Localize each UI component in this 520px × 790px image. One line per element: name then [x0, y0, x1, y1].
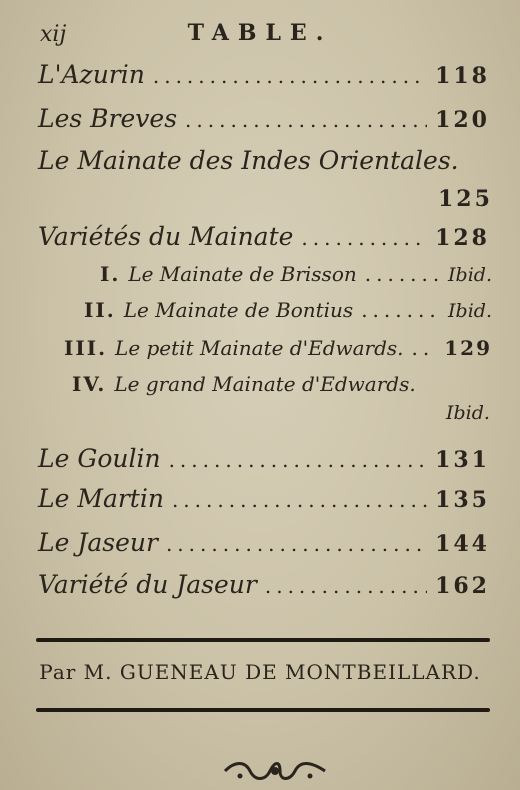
entry-title: Les Breves: [38, 104, 178, 133]
fleuron-ornament-icon: [220, 756, 330, 786]
entry-title: Variétés du Mainate: [38, 222, 294, 251]
running-head: TABLE.: [187, 20, 333, 46]
entry-title: L'Azurin: [38, 60, 145, 89]
toc-entry: [38, 528, 490, 557]
dot-leader: [365, 262, 440, 286]
toc-subentry: [84, 298, 492, 322]
dot-leader: [169, 448, 428, 472]
entry-title: Le grand Mainate d'Edwards.: [114, 372, 416, 396]
toc-entry: [38, 104, 490, 133]
entry-page: 135: [435, 487, 490, 513]
page-number: xij: [40, 22, 67, 47]
entry-page: Ibid.: [448, 300, 492, 322]
toc-subentry: [64, 336, 492, 360]
entry-title: Le Mainate de Brisson: [128, 262, 357, 286]
entry-page: 125: [438, 186, 493, 212]
entry-title: Le Martin: [38, 484, 164, 513]
toc-entry: [38, 222, 490, 251]
dot-leader: [412, 336, 437, 360]
toc-entry: [38, 444, 490, 473]
dot-leader: [153, 64, 427, 88]
dot-leader: [265, 574, 427, 598]
dot-leader: [301, 226, 427, 250]
roman-numeral: II.: [84, 298, 116, 322]
toc-entry: [38, 146, 490, 175]
toc-entry: [38, 60, 490, 89]
entry-page: 144: [435, 531, 490, 557]
roman-numeral: IV.: [72, 372, 107, 396]
entry-page: 118: [435, 63, 490, 89]
entry-title: Le Mainate de Bontius: [123, 298, 354, 322]
entry-page: 129: [444, 336, 492, 360]
toc-entry: [38, 484, 490, 513]
entry-page: 131: [435, 447, 490, 473]
dot-leader: [172, 488, 427, 512]
author-byline: Par M. GUENEAU DE MONTBEILLARD.: [39, 660, 481, 684]
toc-subentry: [72, 372, 492, 396]
entry-title: Le Jaseur: [38, 528, 158, 557]
dot-leader: [361, 298, 440, 322]
entry-page: 128: [435, 225, 490, 251]
bottom-rule: [36, 708, 490, 712]
dot-leader: [166, 532, 427, 556]
entry-page: Ibid.: [446, 402, 490, 424]
entry-title: Le Goulin: [38, 444, 161, 473]
entry-title: Le Mainate des Indes Orientales.: [38, 146, 459, 175]
toc-subentry: [100, 262, 492, 286]
entry-page: 162: [435, 573, 490, 599]
dot-leader: [185, 108, 427, 132]
entry-title: Variété du Jaseur: [38, 570, 257, 599]
roman-numeral: I.: [100, 262, 121, 286]
roman-numeral: III.: [64, 336, 108, 360]
entry-page: 120: [435, 107, 490, 133]
toc-entry: [38, 570, 490, 599]
entry-page: Ibid.: [448, 264, 492, 286]
top-rule: [36, 638, 490, 642]
entry-title: Le petit Mainate d'Edwards.: [115, 336, 404, 360]
